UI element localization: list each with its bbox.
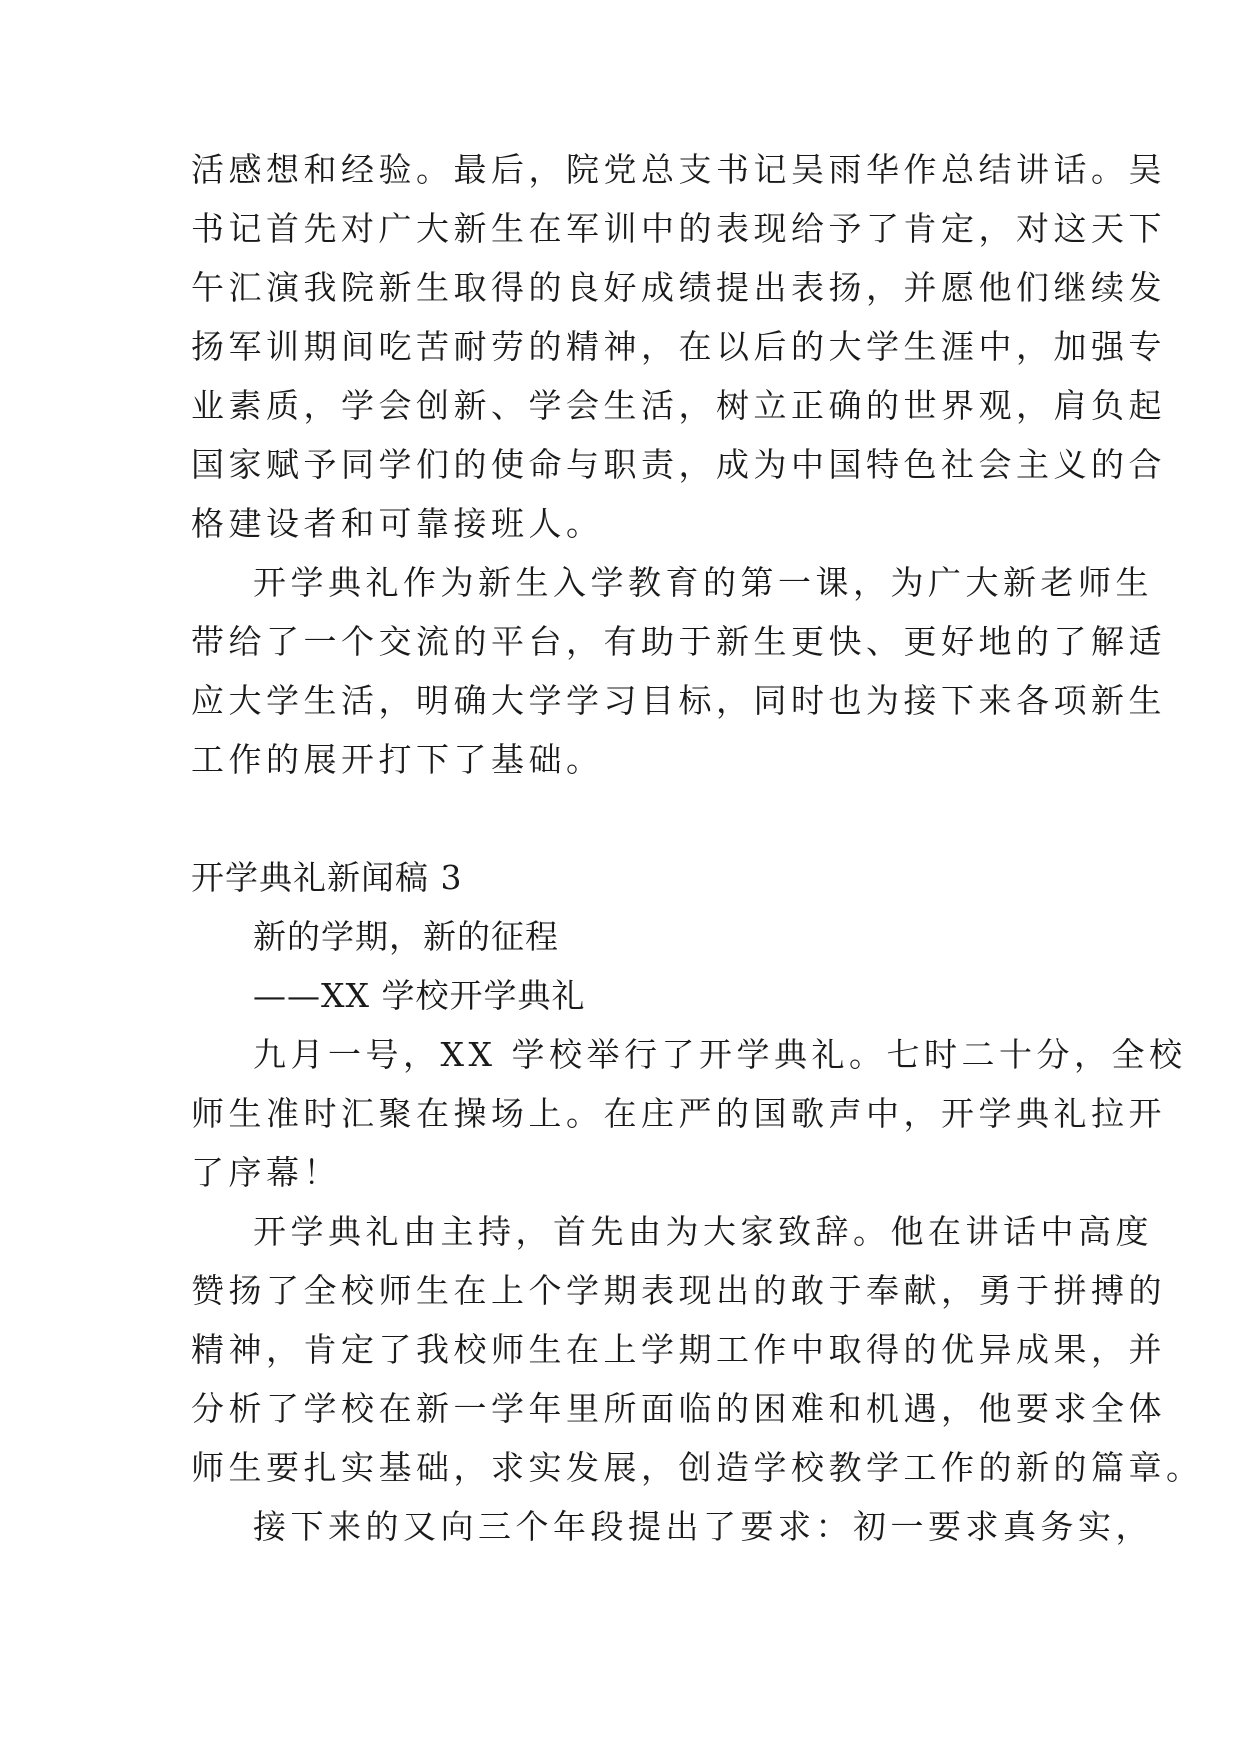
text-line: 工作的展开打下了基础。 [191,740,604,779]
text-line: 业素质，学会创新、学会生活，树立正确的世界观，肩负起 [191,386,1166,425]
text-line: 开学典礼作为新生入学教育的第一课，为广大新老师生 [253,563,1153,602]
text-line: 书记首先对广大新生在军训中的表现给予了肯定，对这天下 [191,209,1166,248]
text-line: 精神，肯定了我校师生在上学期工作中取得的优异成果，并 [191,1330,1166,1369]
text-line: 分析了学校在新一学年里所面临的困难和机遇，他要求全体 [191,1389,1166,1428]
text-line: 开学典礼由主持，首先由为大家致辞。他在讲话中高度 [253,1212,1153,1251]
text-line: 格建设者和可靠接班人。 [191,504,604,543]
text-line: 接下来的又向三个年段提出了要求：初一要求真务实， [253,1507,1153,1546]
text-line: 扬军训期间吃苦耐劳的精神，在以后的大学生涯中，加强专 [191,327,1166,366]
text-line: 活感想和经验。最后，院党总支书记吴雨华作总结讲话。吴 [191,150,1166,189]
text-line: 国家赋予同学们的使命与职责，成为中国特色社会主义的合 [191,445,1166,484]
text-line: 九月一号，XX 学校举行了开学典礼。七时二十分，全校 [253,1035,1187,1074]
text-line: 带给了一个交流的平台，有助于新生更快、更好地的了解适 [191,622,1166,661]
subtitle: 新的学期，新的征程 [253,917,559,956]
text-line: 师生准时汇聚在操场上。在庄严的国歌声中，开学典礼拉开 [191,1094,1166,1133]
text-line: 应大学生活，明确大学学习目标，同时也为接下来各项新生 [191,681,1166,720]
text-line: 了序幕！ [191,1153,341,1192]
text-line: 赞扬了全校师生在上个学期表现出的敢于奉献，勇于拼搏的 [191,1271,1166,1310]
text-line: 午汇演我院新生取得的良好成绩提出表扬，并愿他们继续发 [191,268,1166,307]
section-heading: 开学典礼新闻稿 3 [191,858,463,897]
text-line: 师生要扎实基础，求实发展，创造学校教学工作的新的篇章。 [191,1448,1204,1487]
subtitle: ——XX 学校开学典礼 [253,976,586,1015]
